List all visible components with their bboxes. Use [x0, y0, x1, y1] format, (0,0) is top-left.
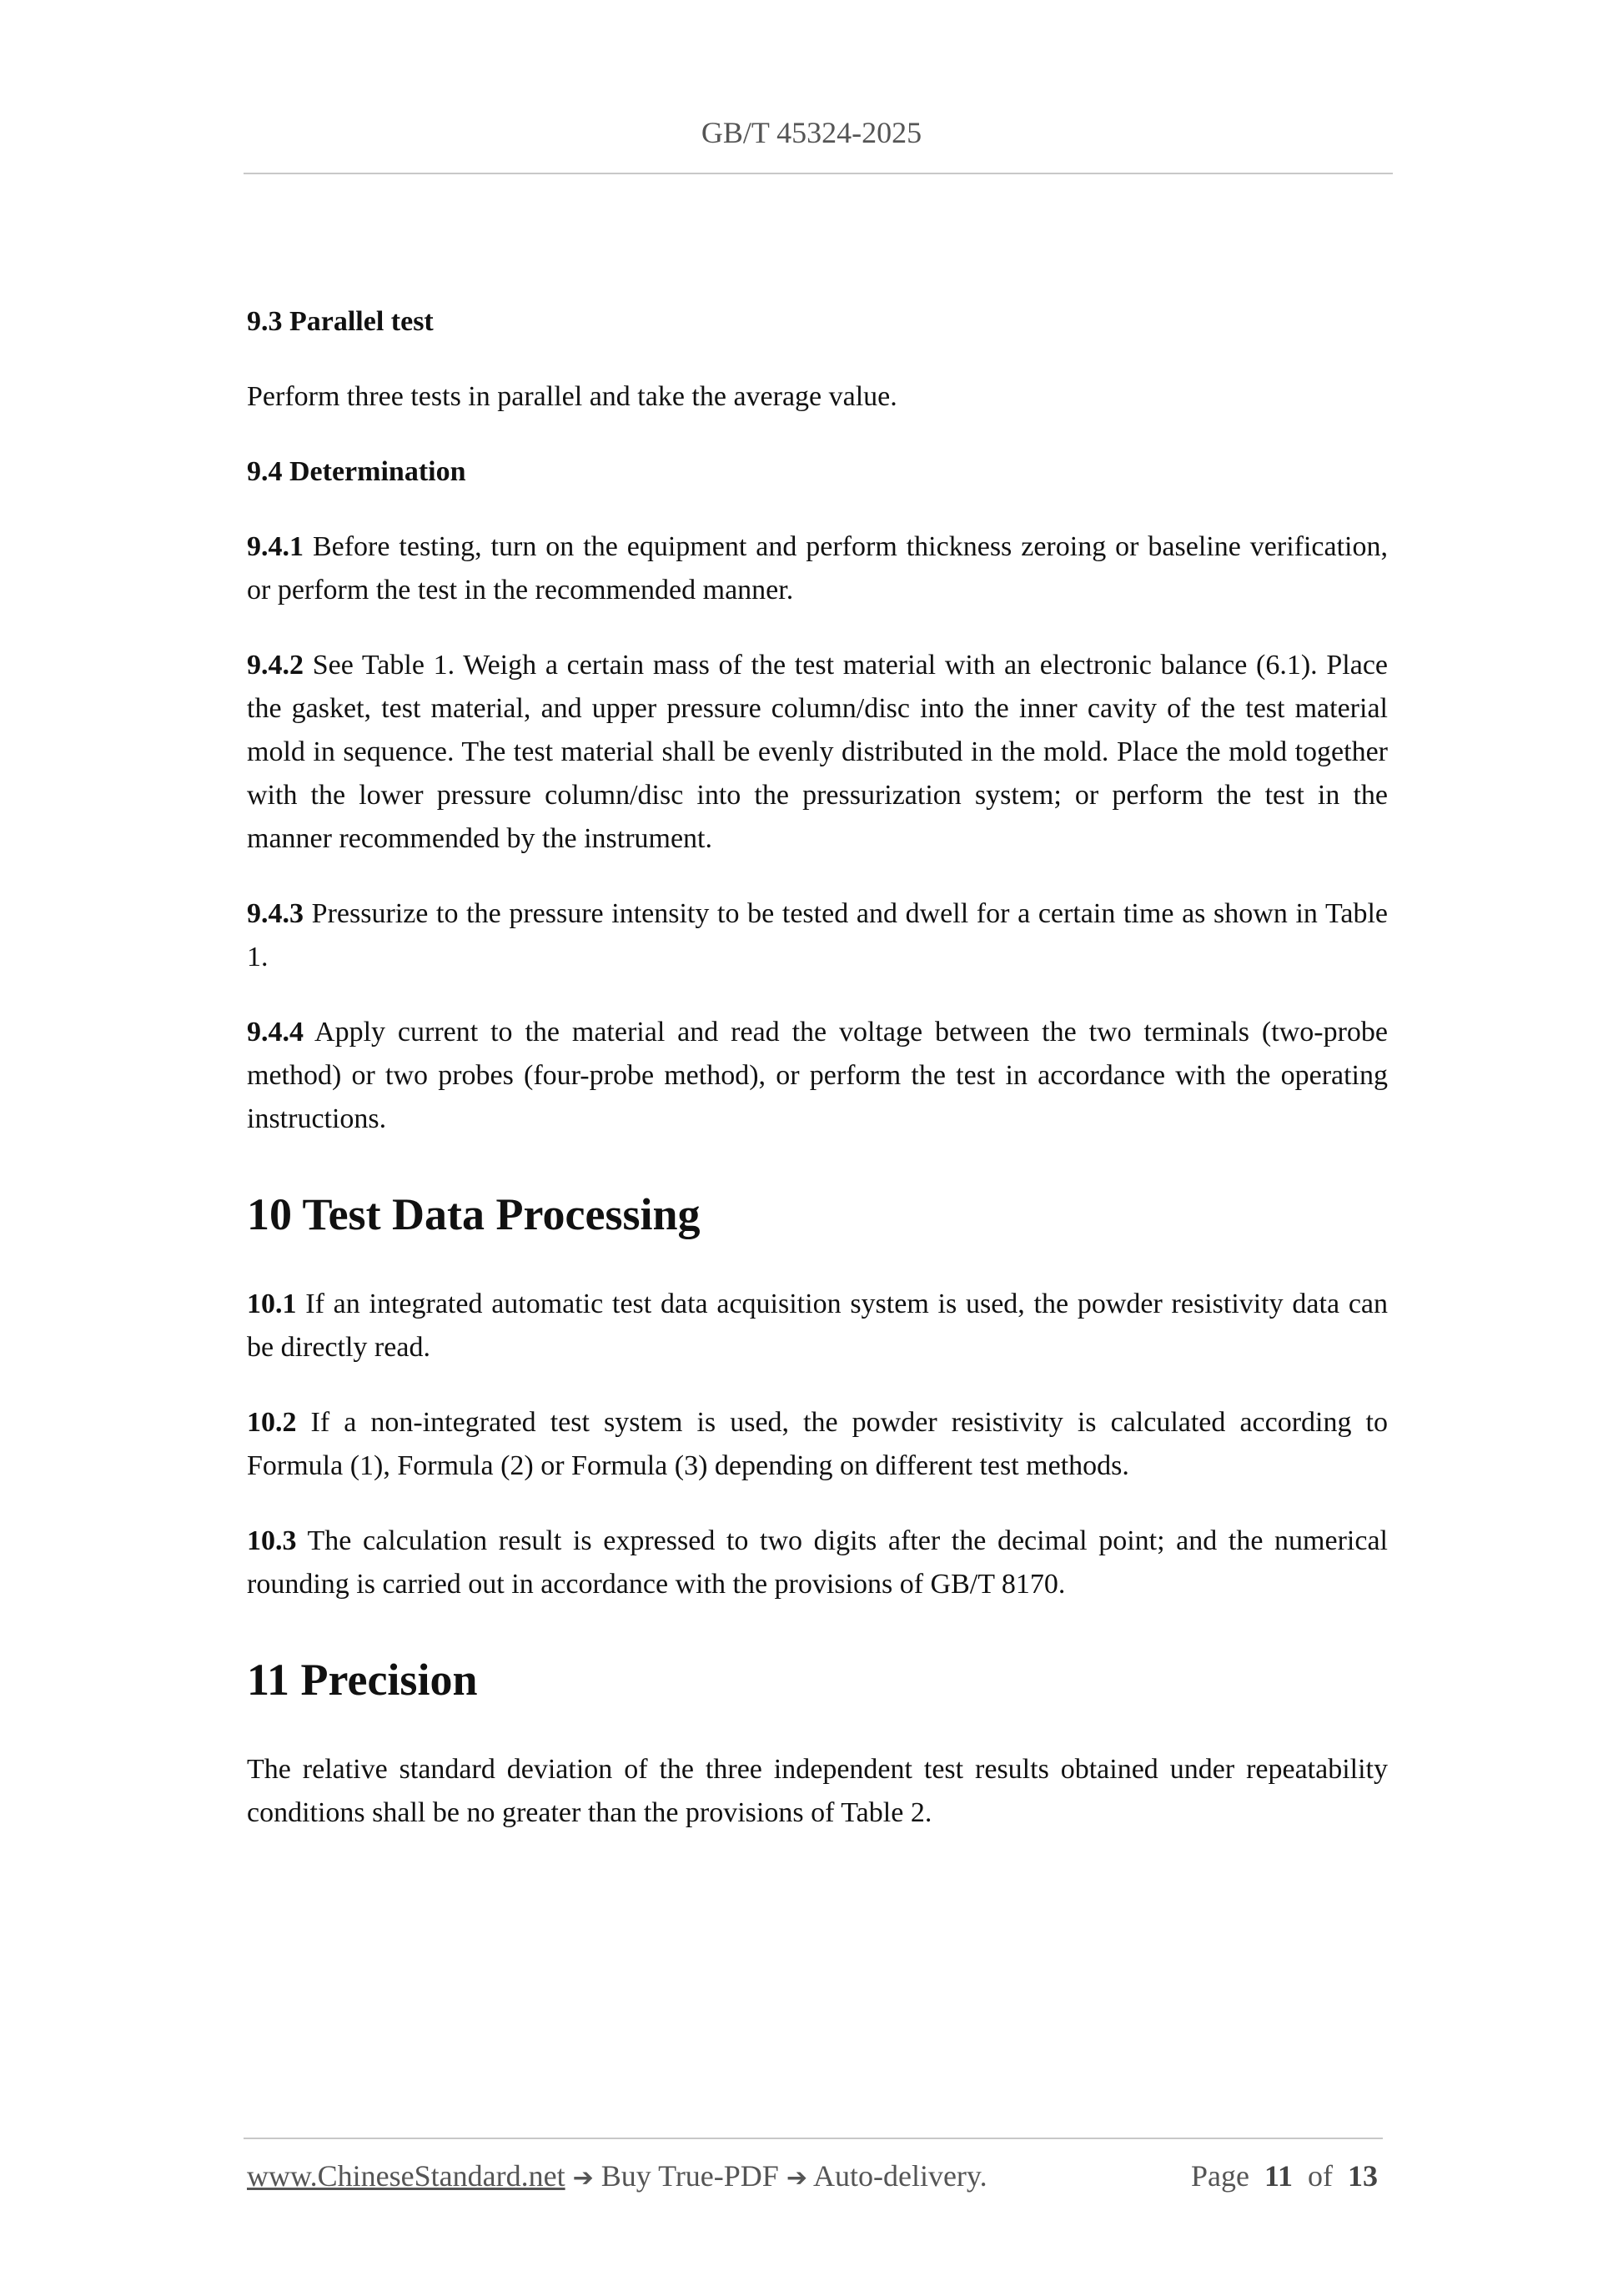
clause-9-4-1 — [247, 525, 1388, 612]
clause-number: 10.3 — [247, 1525, 297, 1556]
clause-text: Apply current to the material and read the voltage between the two terminals (two-probe method) or two probes (four-probe method), or perform the test in accordance with the operating instructions. — [247, 1017, 1388, 1134]
clause-9-4-2 — [247, 644, 1388, 861]
of-label: of — [1308, 2159, 1333, 2193]
page-header — [0, 115, 1623, 150]
section-9-3-heading: 9.3 Parallel test — [247, 306, 434, 337]
right-arrow-icon: ➔ — [572, 2163, 594, 2193]
document-code: GB/T 45324-2025 — [701, 116, 922, 149]
clause-number: 10.2 — [247, 1407, 297, 1438]
clause-9-4-4 — [247, 1011, 1388, 1141]
clause-9-4-3 — [247, 892, 1388, 979]
site-link[interactable]: www.ChineseStandard.net — [247, 2159, 565, 2193]
clause-text: See Table 1. Weigh a certain mass of the test material with an electronic balance (6.1). Place the gasket, test material, and upper pressure column/disc into the inner cavity of the test material mold in sequence. The test material shall be evenly distributed in the mold. Place the mold together with the lower pressure column/disc into the pressurization system; or perform the test in the manner recommended by the instrument. — [247, 650, 1388, 854]
clause-text: Before testing, turn on the equipment and perform thickness zeroing or baseline verification, or perform the test in the recommended manner. — [247, 531, 1388, 605]
footer-promo — [247, 2158, 987, 2193]
right-arrow-icon: ➔ — [786, 2163, 807, 2193]
total-pages: 13 — [1348, 2159, 1378, 2193]
clause-text: If a non-integrated test system is used, the powder resistivity is calculated according to Formula (1), Formula (2) or Formula (3) depending on different test methods. — [247, 1407, 1388, 1481]
clause-number: 9.4.4 — [247, 1017, 304, 1048]
delivery-text: Auto-delivery. — [806, 2159, 987, 2193]
buy-text: Buy True-PDF — [593, 2159, 786, 2193]
section-11-heading: 11 Precision — [247, 1655, 478, 1705]
current-page: 11 — [1264, 2159, 1293, 2193]
clause-number: 9.4.3 — [247, 898, 304, 929]
page-number — [1191, 2158, 1378, 2193]
page-label: Page — [1191, 2159, 1249, 2193]
clause-10-1 — [247, 1283, 1388, 1369]
section-9-4-heading: 9.4 Determination — [247, 456, 466, 487]
page-content — [247, 300, 1388, 1866]
clause-number: 9.4.1 — [247, 531, 304, 562]
footer-divider — [244, 2138, 1383, 2139]
header-divider — [244, 173, 1393, 174]
clause-10-2 — [247, 1401, 1388, 1488]
section-11-text: The relative standard deviation of the three independent test results obtained under repeatability conditions shall be no greater than the provisions of Table 2. — [247, 1754, 1388, 1828]
clause-number: 9.4.2 — [247, 650, 304, 681]
section-9-3-text: Perform three tests in parallel and take the average value. — [247, 381, 897, 412]
clause-10-3 — [247, 1520, 1388, 1606]
clause-text: The calculation result is expressed to two digits after the decimal point; and the numerical rounding is carried out in accordance with the provisions of GB/T 8170. — [247, 1525, 1388, 1600]
clause-number: 10.1 — [247, 1289, 297, 1319]
clause-text: Pressurize to the pressure intensity to be tested and dwell for a certain time as shown in Table 1. — [247, 898, 1388, 972]
section-10-heading: 10 Test Data Processing — [247, 1189, 701, 1239]
clause-text: If an integrated automatic test data acquisition system is used, the powder resistivity data can be directly read. — [247, 1289, 1388, 1363]
